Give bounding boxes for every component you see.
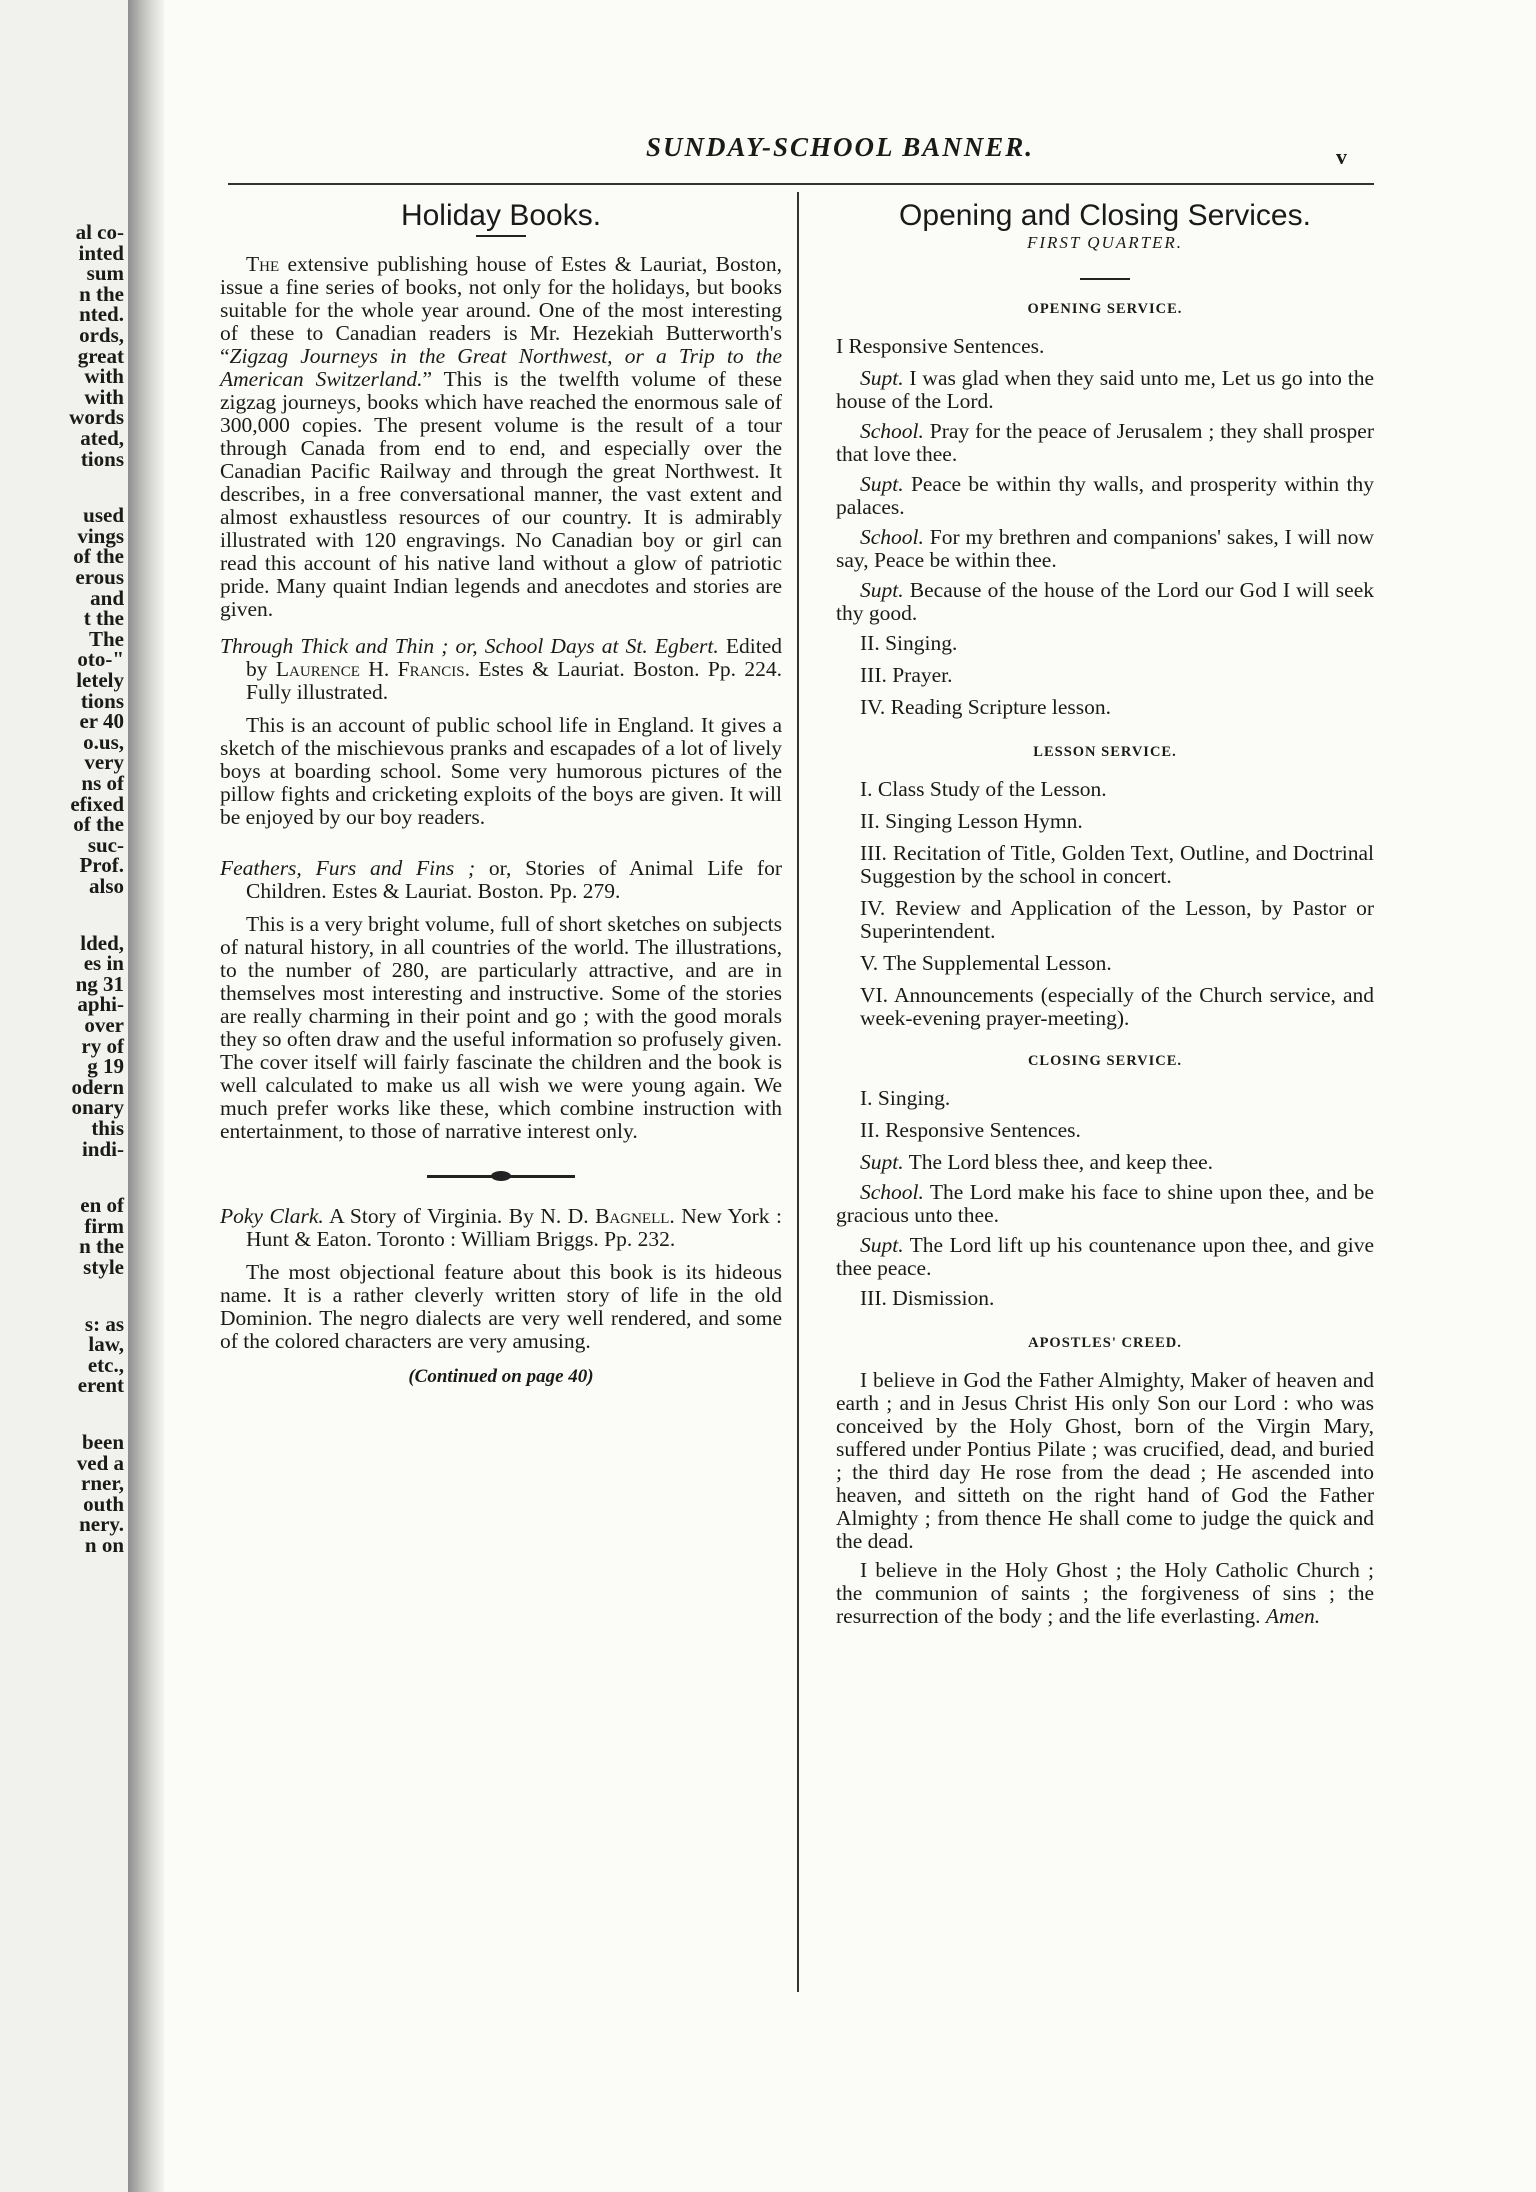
order-item: II. Singing. (860, 631, 958, 655)
prev-page-line: n on (84, 1533, 124, 1557)
book-gutter (128, 0, 164, 2192)
section-ornament (427, 1173, 575, 1179)
prev-page-line: er 40 (79, 709, 124, 734)
speaker-label: School. (860, 525, 924, 549)
order-item: IV. Review and Application of the Lesson, by Pastor or Superintendent. (860, 896, 1374, 943)
prev-page-line: g 19 (87, 1054, 124, 1079)
responsive-sentence (836, 1181, 1374, 1227)
prev-page-line: indi- (81, 1136, 124, 1161)
prev-page-line: firm (84, 1213, 124, 1238)
intro-text-b: ” This is the twelfth volume of these zigzag journeys, books which have reached the enormous sale of 300,000 copies. The present volume is the result of a tour through Canada from end to end, and especially over the Canadian Pacific Railway and through the great Northwest. It describes, in a free conversational manner, the vast extent and almost exhaustless resources of our country. It is admirably illustrated with 120 engravings. No Canadian boy or girl can read this account of his native land without a glow of patriotic pride. Many quaint Indian legends and anecdotes and stories are given. (220, 367, 783, 621)
lesson-items (836, 778, 1374, 1030)
running-head: SUNDAY-SCHOOL BANNER. (645, 132, 1035, 162)
order-item: I. Singing. (860, 1086, 951, 1110)
opening-item: I Responsive Sentences. (836, 334, 1045, 358)
prev-page-line: with (84, 364, 124, 389)
holiday-books-column (220, 198, 782, 1388)
responsive-sentence (836, 420, 1374, 466)
book-title: Through Thick and Thin ; or, School Days at St. Egbert. (220, 634, 719, 658)
intro-text-a: extensive publishing house of Estes & Lauriat, Boston, issue a fine series of books, not only for the holidays, but books suitable for the whole year around. One of the most interesting of these to Canadian readers is Mr. Hezekiah Butterworth's “ (220, 252, 782, 368)
response-text: The Lord bless thee, and keep thee. (903, 1150, 1214, 1174)
prev-page-line: erous (75, 565, 124, 589)
response-text: The Lord lift up his countenance upon thee, and give thee peace. (836, 1233, 1374, 1280)
intro-paragraph (220, 253, 782, 621)
creed-text: I believe in the Holy Ghost ; the Holy Catholic Church ; the communion of saints ; the forgiveness of sins ; the resurrection of the body ; and the life everlasting. (836, 1558, 1374, 1628)
prev-page-line: o.us, (83, 729, 124, 754)
closing-service-heading: CLOSING SERVICE. (1027, 1053, 1183, 1069)
prev-page-line: sum (86, 261, 124, 286)
prev-page-line: en of (80, 1193, 124, 1218)
speaker-label: Supt. (860, 1233, 904, 1257)
prev-page-line: great (77, 343, 124, 368)
prev-page-line: with (84, 384, 124, 409)
prev-page-line: n the (79, 1234, 124, 1259)
prev-page-line: odern (71, 1074, 124, 1099)
page-mark: v (1336, 144, 1347, 169)
prev-page-line: also (88, 874, 124, 898)
zigzag-title: Zigzag Journeys in the Great Northwest, or a Trip to the American Switzerland. (220, 344, 782, 391)
closing-items (836, 1087, 1374, 1142)
continued-note: (Continued on page 40) (408, 1366, 594, 1387)
opening-items (836, 632, 1374, 719)
title-rule (476, 235, 526, 237)
book-title: Feathers, Furs and Fins ; (220, 856, 476, 880)
prev-page-line: words (69, 405, 124, 430)
prev-page-line: erent (77, 1373, 124, 1398)
book-author: Laurence H. Francis. (275, 657, 470, 681)
header-rule (228, 183, 1374, 185)
book-review-thick-and-thin: This is an account of public school life in England. It gives a sketch of the mischievous pranks and escapades of a lot of lively boys at boarding school. Some very humorous pictures of the pillow fights and cricketing exploits of the boys are given. It will be enjoyed by our boy readers. (220, 713, 782, 829)
prev-page-line: law, (88, 1332, 124, 1357)
order-item: III. Prayer. (860, 663, 953, 687)
book-by: A Story of Virginia. By (323, 1204, 541, 1228)
prev-page-line: vings (77, 523, 124, 548)
creed-heading: APOSTLES' CREED. (1028, 1335, 1182, 1351)
speaker-label: Supt. (860, 578, 904, 602)
prev-page-line: of the (73, 812, 124, 837)
order-item: IV. Reading Scripture lesson. (860, 695, 1111, 719)
order-item: I. Class Study of the Lesson. (860, 777, 1107, 801)
prev-page-line: inted (78, 240, 124, 265)
prev-page-line: rner, (81, 1471, 124, 1496)
book-entry-thick-and-thin (220, 635, 782, 704)
prev-page-line: tions (80, 688, 124, 713)
previous-page-fragment (0, 0, 128, 2192)
prev-page-line: suc- (87, 832, 124, 857)
speaker-label: School. (860, 1180, 924, 1204)
prev-page-line: tions (80, 446, 124, 471)
prev-page-line: nery. (79, 1512, 124, 1537)
book-review-poky-clark: The most objectional feature about this book is its hideous name. It is a rather cleverly written story of life in the old Dominion. The negro dialects are very well rendered, and some of the colored characters are very amusing. (220, 1260, 782, 1353)
lead-word: The (246, 252, 280, 276)
speaker-label: School. (860, 419, 924, 443)
prev-page-line: The (88, 626, 124, 651)
prev-page-line: style (83, 1255, 124, 1279)
responsive-sentence (836, 367, 1374, 413)
prev-page-line: aphi- (77, 992, 124, 1017)
prev-page-line: very (84, 750, 124, 775)
prev-page-line: etc., (87, 1352, 124, 1377)
prev-page-line: t the (83, 606, 124, 631)
prev-page-line: ved a (76, 1450, 124, 1475)
response-text: For my brethren and companions' sakes, I will now say, Peace be within thee. (836, 525, 1374, 572)
responsive-sentence (836, 473, 1374, 519)
prev-page-line: n the (79, 281, 124, 306)
prev-page-line: outh (83, 1491, 124, 1516)
creed-amen: Amen. (1265, 1604, 1321, 1628)
order-item: II. Singing Lesson Hymn. (860, 809, 1083, 833)
book-edited-by: Edited by (246, 634, 782, 681)
book-entry-poky-clark (220, 1205, 782, 1251)
responsive-sentence (836, 526, 1374, 572)
prev-page-line: ry of (81, 1033, 124, 1058)
creed-paragraph-1: I believe in God the Father Almighty, Maker of heaven and earth ; and in Jesus Christ His only Son our Lord : who was conceived by the Holy Ghost, born of the Virgin Mary, suffered under Pontius Pilate ; was crucified, dead, and buried ; the third day He rose from the dead ; He ascended into heaven, and sitteth on the right hand of God the Father Almighty ; from thence He shall come to judge the quick and the dead. (836, 1368, 1374, 1553)
subtitle-rule (1080, 278, 1130, 280)
response-text: Because of the house of the Lord our God I will seek thy good. (836, 578, 1374, 625)
speaker-label: Supt. (860, 1150, 904, 1174)
prev-page-line: oto-" (77, 647, 124, 672)
prev-page-line: onary (71, 1095, 124, 1120)
responsive-sentence (836, 1234, 1374, 1280)
holiday-books-title: Holiday Books. (400, 199, 602, 232)
book-details: or, Stories of Animal Life for Children. Estes & Lauriat. Boston. Pp. 279. (246, 856, 782, 903)
prev-page-line: been (82, 1430, 124, 1454)
prev-page-line: Prof. (79, 853, 124, 878)
book-review-feathers: This is a very bright volume, full of short sketches on subjects of natural history, in all countries of the world. The illustrations, to the number of 280, are particularly attractive, and are in themselves most interesting and instructive. Some of the stories are really charming in their point and go ; with the good morals they so often draw and the useful information so profusely given. The cover itself will fairly fascinate the children and the book is well calculated to make us all wish we were young again. We much prefer works like these, which combine instruction with entertainment, to those of narrative interest only. (220, 912, 782, 1143)
book-details: Estes & Lauriat. Boston. Pp. 224. Fully illustrated. (246, 657, 783, 704)
prev-page-line: used (83, 503, 124, 528)
prev-page-line: of the (73, 544, 124, 569)
order-item: VI. Announcements (especially of the Church service, and week-evening prayer-meeting). (860, 983, 1374, 1030)
book-title: Poky Clark. (220, 1204, 324, 1228)
order-item: V. The Supplemental Lesson. (860, 951, 1112, 975)
prev-page-line: ords, (79, 323, 124, 347)
speaker-label: Supt. (860, 366, 904, 390)
column-rule (797, 192, 799, 1992)
order-item: II. Responsive Sentences. (860, 1118, 1081, 1142)
prev-page-line: ns of (81, 771, 124, 795)
prev-page-line: ated, (80, 426, 124, 450)
prev-page-line: and (90, 585, 124, 610)
opening-responses (836, 367, 1374, 625)
prev-page-line: lded, (80, 930, 124, 955)
prev-page-line: this (91, 1116, 124, 1140)
creed-paragraph-2 (836, 1559, 1374, 1628)
services-column (836, 198, 1374, 1634)
prev-page-line: s: as (84, 1311, 124, 1336)
speaker-label: Supt. (860, 472, 904, 496)
prev-page-line: es in (83, 951, 124, 976)
services-title: Opening and Closing Services. (899, 199, 1311, 232)
book-details: New York : Hunt & Eaton. Toronto : William Briggs. Pp. 232. (246, 1204, 782, 1251)
opening-service-heading: OPENING SERVICE. (1027, 301, 1183, 317)
response-text: I was glad when they said unto me, Let us go into the house of the Lord. (836, 366, 1374, 413)
book-entry-feathers (220, 857, 782, 903)
responsive-sentence (836, 1151, 1374, 1174)
response-text: The Lord make his face to shine upon thee, and be gracious unto thee. (836, 1180, 1374, 1227)
closing-responses (836, 1151, 1374, 1280)
prev-page-line: letely (76, 668, 124, 692)
response-text: Pray for the peace of Jerusalem ; they shall prosper that love thee. (836, 419, 1374, 466)
lesson-service-heading: LESSON SERVICE. (1033, 744, 1177, 760)
prev-page-line: over (84, 1013, 124, 1037)
prev-page-line: al co- (75, 220, 124, 244)
prev-page-line: nted. (79, 302, 124, 327)
order-item: III. Recitation of Title, Golden Text, Outline, and Doctrinal Suggestion by the school in concert. (860, 841, 1374, 888)
responsive-sentence (836, 579, 1374, 625)
services-subtitle: FIRST QUARTER. (1026, 233, 1184, 252)
book-author: N. D. Bagnell. (540, 1204, 675, 1228)
closing-final: III. Dismission. (860, 1286, 995, 1310)
prev-page-line: efixed (70, 791, 124, 816)
response-text: Peace be within thy walls, and prosperity within thy palaces. (836, 472, 1374, 519)
prev-page-line: ng 31 (75, 971, 124, 996)
